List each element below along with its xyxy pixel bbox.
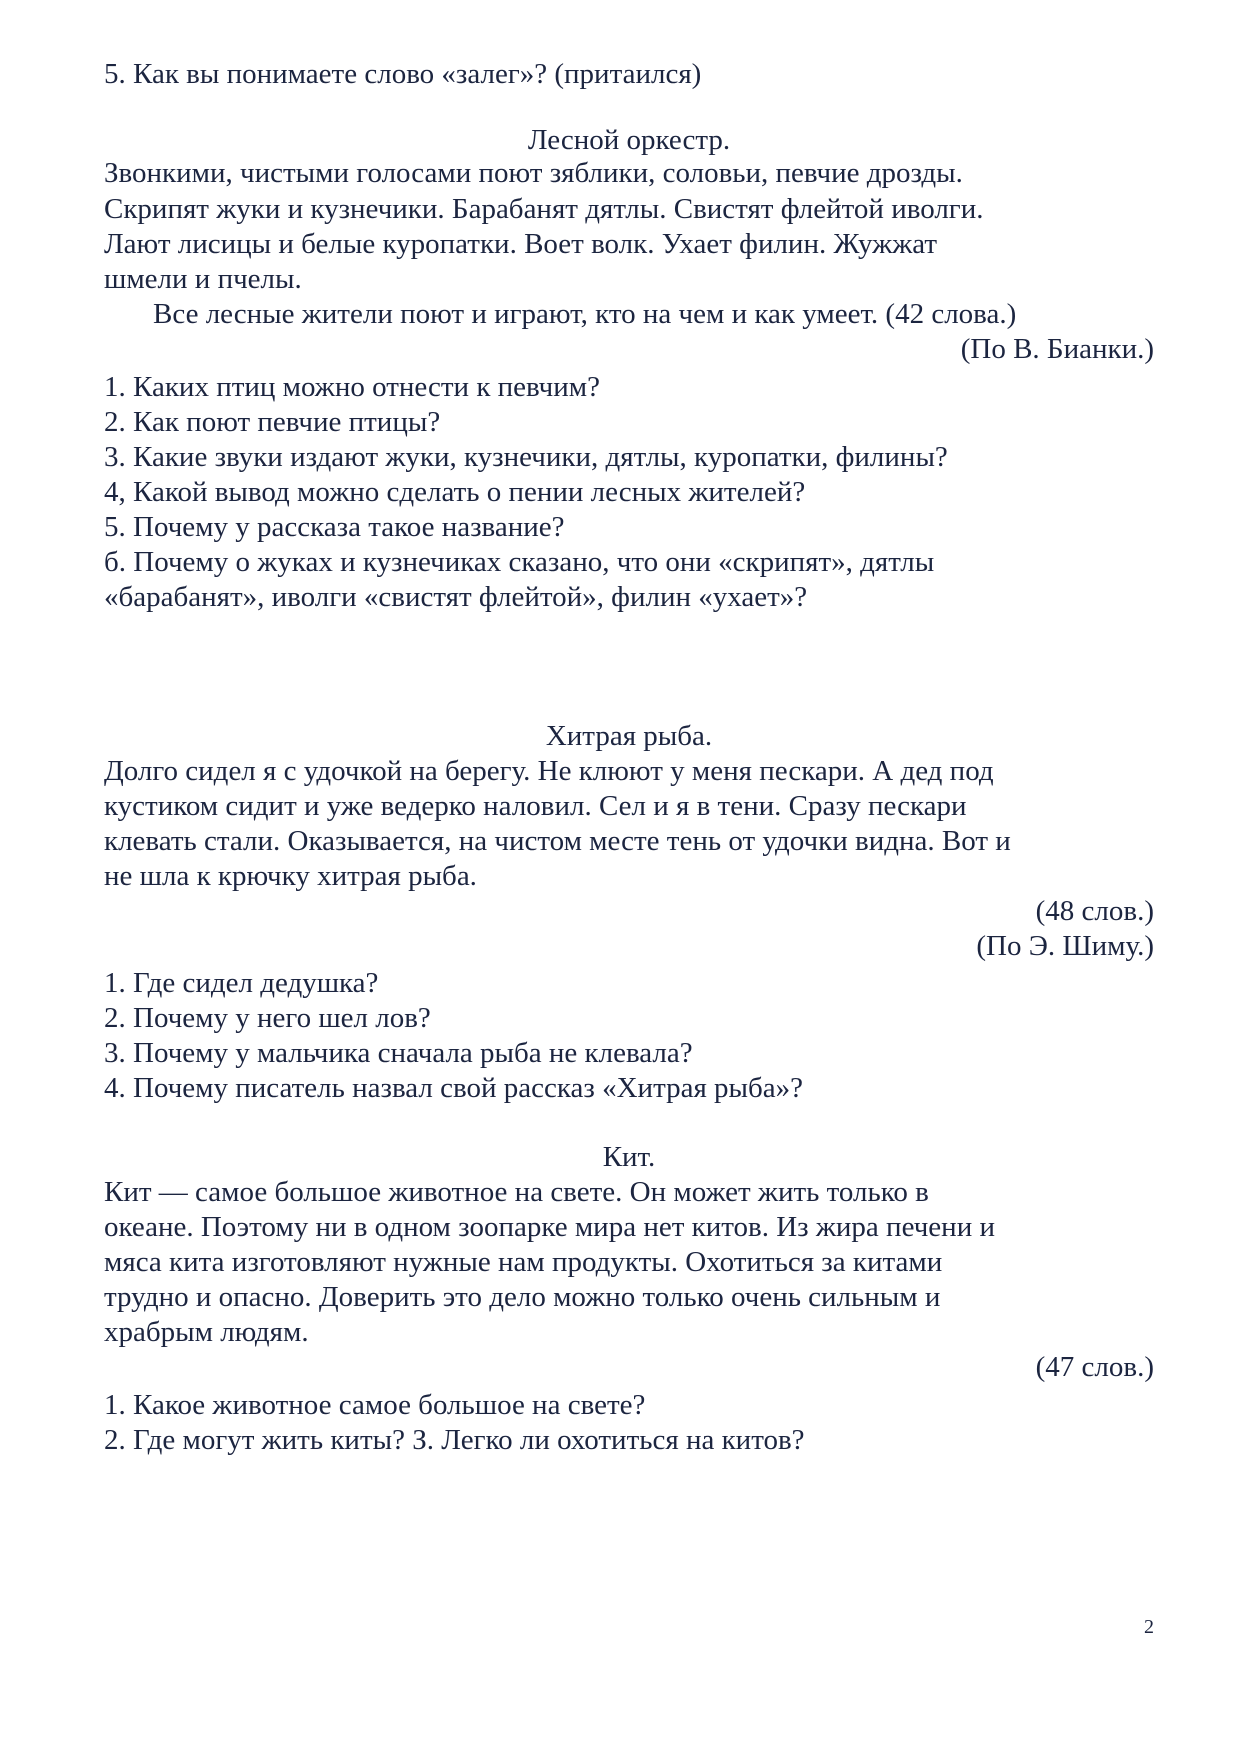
section1-question: 5. Почему у рассказа такое название? [104, 511, 565, 543]
section1-body-line: Скрипят жуки и кузнечики. Барабанят дятлы. Свистят флейтой иволги. [104, 193, 984, 225]
section1-question: 1. Каких птиц можно отнести к певчим? [104, 371, 600, 403]
section3-body-line: трудно и опасно. Доверить это дело можно только очень сильным и [104, 1281, 941, 1313]
section1-body-line: Лают лисицы и белые куропатки. Воет волк. Ухает филин. Жужжат [104, 228, 938, 260]
section2-attribution: (По Э. Шиму.) [976, 930, 1154, 962]
section2-body-line: Долго сидел я с удочкой на берегу. Не клюют у меня пескари. А дед под [104, 755, 994, 787]
section1-attribution: (По В. Бианки.) [960, 333, 1154, 365]
section3-body-line: океане. Поэтому ни в одном зоопарке мира нет китов. Из жира печени и [104, 1211, 995, 1243]
section1-question: «барабанят», иволги «свистят флейтой», филин «ухает»? [104, 581, 808, 613]
section2-word-count: (48 слов.) [1035, 895, 1154, 927]
section1-closing-line: Все лесные жители поют и играют, кто на чем и как умеет. (42 слова.) [153, 298, 1017, 330]
section3-question: 2. Где могут жить киты? З. Легко ли охотиться на китов? [104, 1424, 805, 1456]
section1-body-line: Звонкими, чистыми голосами поют зяблики, соловьи, певчие дрозды. [104, 157, 963, 189]
top-question: 5. Как вы понимаете слово «залег»? (притаился) [104, 58, 702, 90]
page-number: 2 [1144, 1616, 1154, 1638]
section2-body-line: не шла к крючку хитрая рыба. [104, 860, 477, 892]
section2-question: 4. Почему писатель назвал свой рассказ «Хитрая рыба»? [104, 1072, 804, 1104]
section3-word-count: (47 слов.) [1035, 1351, 1154, 1383]
section2-question: 3. Почему у мальчика сначала рыба не клевала? [104, 1037, 693, 1069]
section3-question: 1. Какое животное самое большое на свете? [104, 1389, 646, 1421]
section3-body-line: храбрым людям. [104, 1316, 309, 1348]
section2-question: 2. Почему у него шел лов? [104, 1002, 431, 1034]
section1-body-line: шмели и пчелы. [104, 263, 302, 295]
section3-body-line: мяса кита изготовляют нужные нам продукты. Охотиться за китами [104, 1246, 943, 1278]
section3-title: Кит. [602, 1141, 656, 1173]
section2-title: Хитрая рыба. [545, 720, 713, 752]
section2-body-line: кустиком сидит и уже ведерко наловил. Сел и я в тени. Сразу пескари [104, 790, 967, 822]
section1-question: 4, Какой вывод можно сделать о пении лесных жителей? [104, 476, 806, 508]
section2-question: 1. Где сидел дедушка? [104, 967, 379, 999]
section1-question: 2. Как поют певчие птицы? [104, 406, 441, 438]
section2-body-line: клевать стали. Оказывается, на чистом месте тень от удочки видна. Вот и [104, 825, 1011, 857]
section1-question: 3. Какие звуки издают жуки, кузнечики, дятлы, куропатки, филины? [104, 441, 948, 473]
section3-body-line: Кит — самое большое животное на свете. Он может жить только в [104, 1176, 929, 1208]
section1-question: б. Почему о жуках и кузнечиках сказано, что они «скрипят», дятлы [104, 546, 935, 578]
section1-title: Лесной оркестр. [527, 124, 731, 156]
